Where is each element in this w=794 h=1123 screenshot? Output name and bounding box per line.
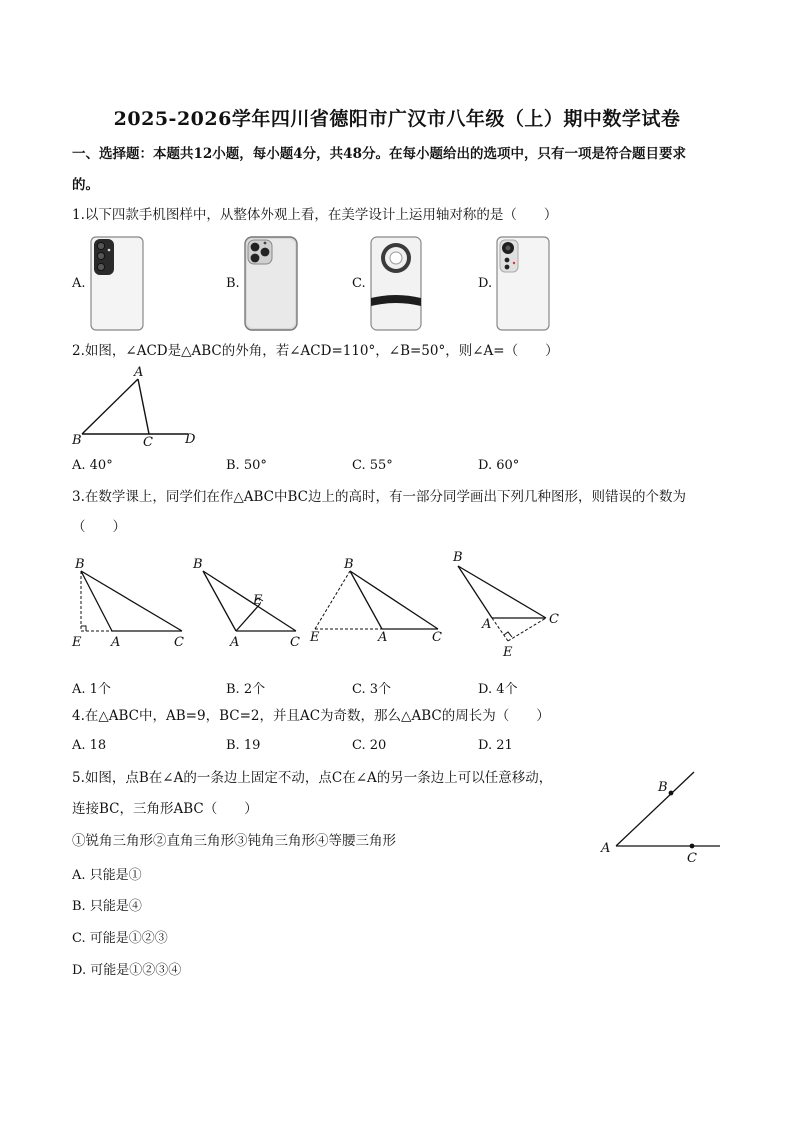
section-instruction-line2: 的。: [72, 177, 99, 193]
q2-option-b: B. 50°: [226, 458, 267, 473]
q3-option-b: B. 2个: [226, 682, 266, 697]
svg-text:E: E: [253, 593, 263, 608]
phone-b-image: [244, 236, 298, 332]
phone-d-image: [496, 236, 550, 332]
q4-option-c: C. 20: [352, 738, 387, 753]
q1-option-c-label: C.: [352, 276, 366, 291]
section-instruction-line1: 一、选择题：本题共12小题，每小题4分，共48分。在每小题给出的选项中，只有一项是符合题目要求: [72, 146, 686, 162]
page-title: 2025-2026学年四川省德阳市广汉市八年级（上）期中数学试卷: [113, 108, 681, 130]
svg-text:B: B: [453, 550, 463, 565]
q5-option-a: A. 只能是①: [72, 868, 142, 883]
q4-stem: 4.在△ABC中，AB=9，BC=2，并且AC为奇数，那么△ABC的周长为（ ）: [72, 708, 550, 724]
phone-a-image: [90, 236, 144, 332]
q1-option-b-label: B.: [226, 276, 240, 291]
svg-text:E: E: [503, 645, 513, 660]
svg-text:A: A: [230, 635, 240, 650]
q5-label-a: A: [601, 841, 611, 856]
q3-stem-line2: （ ）: [72, 519, 126, 535]
q3-figure-4: [448, 548, 568, 664]
svg-text:B: B: [75, 557, 85, 572]
q3-figure-3: [308, 558, 448, 650]
q2-option-c: C. 55°: [352, 458, 393, 473]
q3-stem-line1: 3.在数学课上，同学们在作△ABC中BC边上的高时，有一部分同学画出下列几种图形，则错误的个数为: [72, 489, 687, 505]
q5-option-c: C. 可能是①②③: [72, 931, 168, 946]
q2-label-a: A: [134, 365, 144, 380]
svg-text:C: C: [549, 612, 559, 627]
q5-label-b: B: [658, 780, 668, 795]
phone-c-image: [370, 236, 422, 332]
svg-text:E: E: [72, 635, 82, 650]
q2-stem: 2.如图，∠ACD是△ABC的外角，若∠ACD=110°，∠B=50°，则∠A=（ ）: [72, 343, 559, 359]
svg-text:E: E: [310, 630, 320, 645]
q3-option-c: C. 3个: [352, 682, 392, 697]
svg-text:C: C: [290, 635, 300, 650]
q5-label-c: C: [687, 851, 697, 866]
q3-figure-2: [190, 558, 310, 650]
svg-text:C: C: [174, 635, 184, 650]
q3-option-d: D. 4个: [478, 682, 518, 697]
q5-option-b: B. 只能是④: [72, 899, 142, 914]
q3-option-a: A. 1个: [72, 682, 111, 697]
svg-text:A: A: [378, 630, 388, 645]
q5-stem-line2: 连接BC，三角形ABC（ ）: [72, 801, 258, 817]
q4-option-d: D. 21: [478, 738, 513, 753]
q1-option-d-label: D.: [478, 276, 493, 291]
svg-text:B: B: [344, 557, 354, 572]
q2-label-d: D: [185, 432, 196, 447]
q2-label-c: C: [143, 435, 153, 450]
q3-figure-1: [70, 558, 190, 650]
q2-label-b: B: [72, 433, 82, 448]
svg-text:C: C: [432, 630, 442, 645]
q4-option-a: A. 18: [72, 738, 107, 753]
q4-option-b: B. 19: [226, 738, 261, 753]
q1-option-a-label: A.: [72, 276, 86, 291]
q2-option-d: D. 60°: [478, 458, 520, 473]
svg-text:A: A: [111, 635, 121, 650]
q5-option-d: D. 可能是①②③④: [72, 963, 182, 978]
svg-text:B: B: [193, 557, 203, 572]
q1-stem: 1.以下四款手机图样中，从整体外观上看，在美学设计上运用轴对称的是（ ）: [72, 207, 558, 223]
q2-option-a: A. 40°: [72, 458, 113, 473]
svg-text:A: A: [482, 617, 492, 632]
q5-stem-line1: 5.如图，点B在∠A的一条边上固定不动，点C在∠A的另一条边上可以任意移动，: [72, 770, 553, 786]
q2-triangle-figure: [70, 364, 200, 450]
q5-stem-line3: ①锐角三角形②直角三角形③钝角三角形④等腰三角形: [72, 833, 396, 849]
q5-angle-figure: [596, 764, 726, 868]
